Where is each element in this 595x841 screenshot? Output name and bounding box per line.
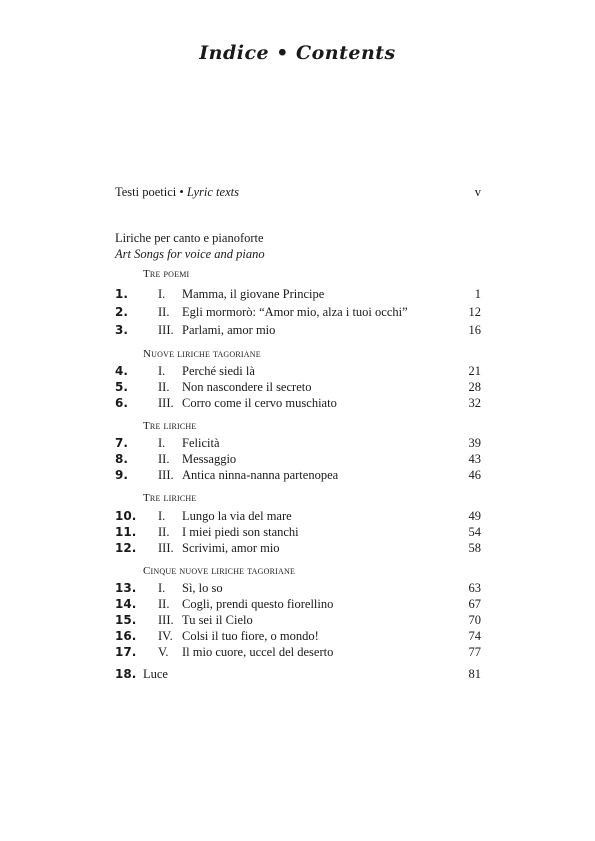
lyric-texts-row <box>115 185 481 201</box>
group-title: Tre liriche <box>143 420 197 432</box>
entry-title: Egli mormorò: “Amor mio, alza i tuoi occhi” <box>182 305 408 319</box>
entry-number: 4. <box>115 364 128 378</box>
entry-page: 43 <box>468 452 481 466</box>
entry-number: 12. <box>115 541 137 555</box>
entry-roman: I. <box>158 436 166 450</box>
entry-title: Felicità <box>182 436 220 450</box>
entry-roman: II. <box>158 525 170 539</box>
lyric-texts-page: v <box>474 185 481 199</box>
entry-title: Corro come il cervo muschiato <box>182 396 337 410</box>
entry-number: 6. <box>115 396 128 410</box>
group-title: Cinque nuove liriche tagoriane <box>143 565 296 577</box>
entry-title: Colsi il tuo fiore, o mondo! <box>182 629 319 643</box>
entry-page: 81 <box>468 667 481 681</box>
entry-number: 2. <box>115 305 128 319</box>
toc-entry <box>115 541 481 557</box>
entry-title: Non nascondere il secreto <box>182 380 312 394</box>
entry-page: 49 <box>468 509 481 523</box>
entry-page: 70 <box>468 613 481 627</box>
entry-title: Antica ninna-nanna partenopea <box>182 468 339 482</box>
entry-roman: I. <box>158 581 166 595</box>
toc-entry <box>115 525 481 541</box>
entry-roman: V. <box>158 645 169 659</box>
entry-roman: IV. <box>158 629 173 643</box>
entry-number: 15. <box>115 613 137 627</box>
entry-roman: III. <box>158 323 174 337</box>
entry-roman: III. <box>158 613 174 627</box>
entry-roman: I. <box>158 509 166 523</box>
toc-entry <box>115 645 481 661</box>
entry-page: 63 <box>468 581 481 595</box>
entry-title: Messaggio <box>182 452 237 466</box>
toc-entry <box>115 581 481 597</box>
entry-title: Parlami, amor mio <box>182 323 276 337</box>
toc-entry <box>115 613 481 629</box>
group-title: Tre poemi <box>143 268 190 280</box>
entry-page: 74 <box>468 629 481 643</box>
entry-page: 46 <box>468 468 481 482</box>
entry-roman: I. <box>158 364 166 378</box>
entry-roman: III. <box>158 468 174 482</box>
entry-title: Sì, lo so <box>182 581 223 595</box>
toc-entry <box>115 452 481 468</box>
entry-title: Scrivimi, amor mio <box>182 541 280 555</box>
entry-roman: II. <box>158 380 170 394</box>
entry-number: 18. <box>115 667 137 681</box>
section-title-it: Liriche per canto e pianoforte <box>115 231 264 245</box>
entry-page: 67 <box>468 597 481 611</box>
entry-number: 1. <box>115 287 128 301</box>
toc-entry <box>115 509 481 525</box>
entry-page: 1 <box>474 287 481 301</box>
entry-page: 16 <box>468 323 481 337</box>
entry-title: Tu sei il Cielo <box>182 613 253 627</box>
section-title-en: Art Songs for voice and piano <box>115 247 265 261</box>
toc-entry <box>115 667 481 683</box>
entry-number: 16. <box>115 629 137 643</box>
entry-title: Luce <box>143 667 168 681</box>
entry-page: 12 <box>468 305 481 319</box>
entry-number: 10. <box>115 509 137 523</box>
entry-roman: II. <box>158 597 170 611</box>
lyric-texts-label: Testi poetici • Lyric texts <box>115 185 239 199</box>
group-title: Tre liriche <box>143 492 197 504</box>
entry-number: 3. <box>115 323 128 337</box>
entry-number: 14. <box>115 597 137 611</box>
entry-title: Cogli, prendi questo fiorellino <box>182 597 334 611</box>
toc-entry <box>115 305 481 321</box>
page-title: Indice • Contents <box>199 42 396 64</box>
entry-number: 11. <box>115 525 137 539</box>
entry-page: 28 <box>468 380 481 394</box>
entry-number: 17. <box>115 645 137 659</box>
entry-title: I miei piedi son stanchi <box>182 525 299 539</box>
entry-number: 13. <box>115 581 137 595</box>
group-title: Nuove liriche tagoriane <box>143 348 261 360</box>
entry-number: 5. <box>115 380 128 394</box>
entry-page: 77 <box>468 645 481 659</box>
entry-title: Mamma, il giovane Principe <box>182 287 325 301</box>
entry-roman: II. <box>158 452 170 466</box>
toc-entry <box>115 468 481 484</box>
toc-entry <box>115 597 481 613</box>
entry-title: Il mio cuore, uccel del deserto <box>182 645 334 659</box>
toc-entry <box>115 436 481 452</box>
entry-number: 7. <box>115 436 128 450</box>
section-heading <box>115 230 265 262</box>
entry-roman: III. <box>158 396 174 410</box>
entry-page: 32 <box>468 396 481 410</box>
toc-entry <box>115 287 481 303</box>
entry-page: 58 <box>468 541 481 555</box>
entry-roman: III. <box>158 541 174 555</box>
entry-title: Perché siedi là <box>182 364 255 378</box>
toc-entry <box>115 629 481 645</box>
entry-page: 39 <box>468 436 481 450</box>
entry-title: Lungo la via del mare <box>182 509 292 523</box>
entry-roman: I. <box>158 287 166 301</box>
toc-entry <box>115 396 481 412</box>
toc-entry <box>115 323 481 339</box>
entry-page: 54 <box>468 525 481 539</box>
entry-number: 8. <box>115 452 128 466</box>
entry-number: 9. <box>115 468 128 482</box>
toc-entry <box>115 364 481 380</box>
toc-entry <box>115 380 481 396</box>
entry-page: 21 <box>468 364 481 378</box>
entry-roman: II. <box>158 305 170 319</box>
